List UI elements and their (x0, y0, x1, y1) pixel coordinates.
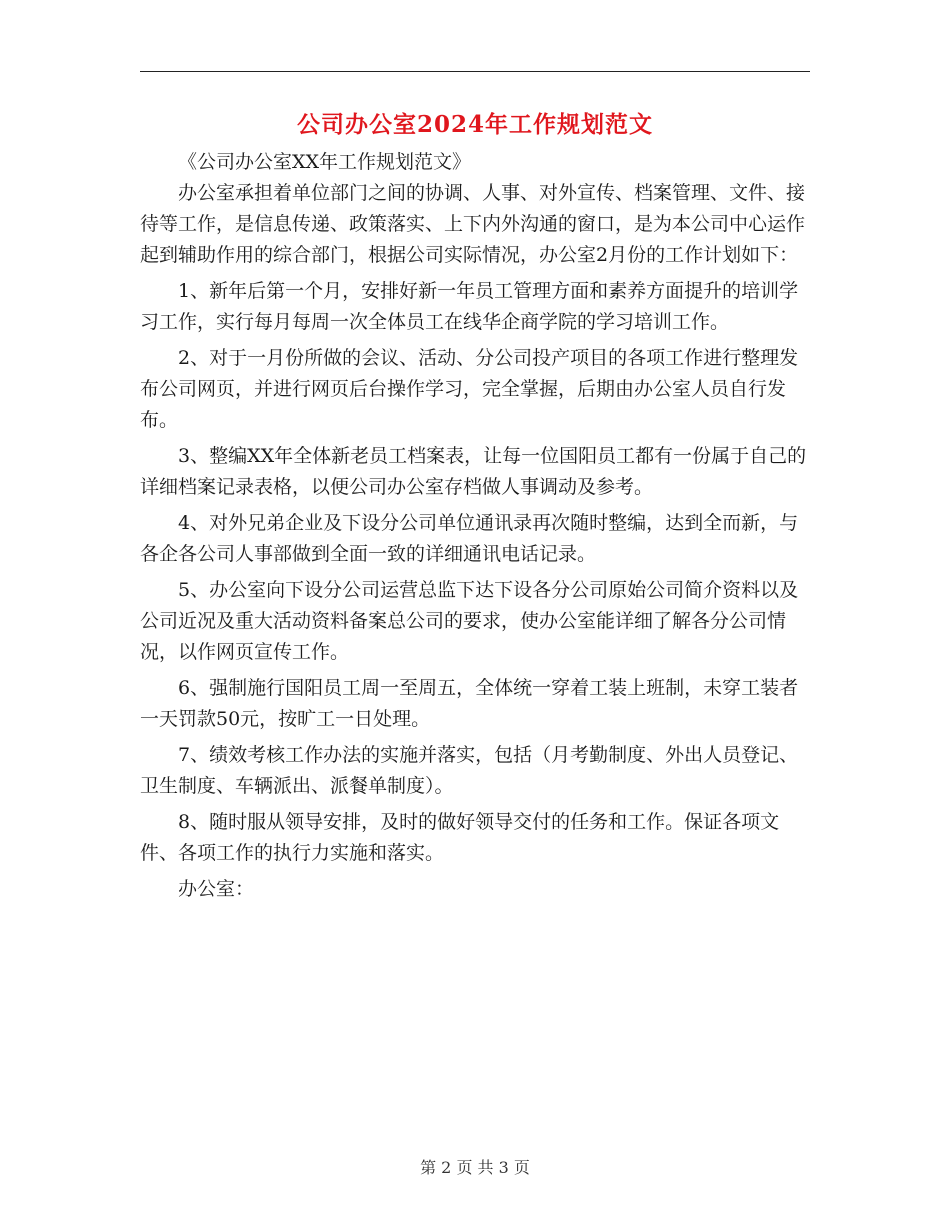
document-subtitle: 《公司办公室XX年工作规划范文》 (178, 151, 472, 173)
document-body (140, 147, 810, 905)
intro-paragraph: 办公室承担着单位部门之间的协调、人事、对外宣传、档案管理、文件、接待等工作，是信息传递、政策落实、上下内外沟通的窗口，是为本公司中心运作起到辅助作用的综合部门，根据公司实际情况，办公室2月份的工作计划如下： (140, 182, 806, 266)
plan-item-8: 8、随时服从领导安排，及时的做好领导交付的任务和工作。保证各项文件、各项工作的执行力实施和落实。 (140, 811, 780, 864)
plan-item-4: 4、对外兄弟企业及下设分公司单位通讯录再次随时整编，达到全而新，与各企各公司人事部做到全面一致的详细通讯电话记录。 (140, 512, 799, 565)
plan-item-2: 2、对于一月份所做的会议、活动、分公司投产项目的各项工作进行整理发布公司网页，并进行网页后台操作学习，完全掌握，后期由办公室人员自行发布。 (140, 347, 799, 431)
plan-item-3: 3、整编XX年全体新老员工档案表，让每一位国阳员工都有一份属于自己的详细档案记录表格，以便公司办公室存档做人事调动及参考。 (140, 445, 807, 498)
plan-item-7: 7、绩效考核工作办法的实施并落实，包括（月考勤制度、外出人员登记、卫生制度、车辆派出、派餐单制度）。 (140, 744, 799, 797)
document-title: 公司办公室2024年工作规划范文 (296, 111, 653, 138)
plan-item-1: 1、新年后第一个月，安排好新一年员工管理方面和素养方面提升的培训学习工作，实行每月每周一次全体员工在线华企商学院的学习培训工作。 (140, 280, 799, 333)
plan-item-5: 5、办公室向下设分公司运营总监下达下设各分公司原始公司简介资料以及公司近况及重大活动资料备案总公司的要求，使办公室能详细了解各分公司情况，以作网页宣传工作。 (140, 579, 799, 663)
page-number: 第 2 页 共 3 页 (420, 1158, 530, 1177)
plan-item-6: 6、强制施行国阳员工周一至周五，全体统一穿着工装上班制，未穿工装者一天罚款50元，按旷工一日处理。 (140, 677, 799, 730)
header-rule (140, 71, 810, 72)
closing-signature: 办公室： (178, 878, 255, 900)
